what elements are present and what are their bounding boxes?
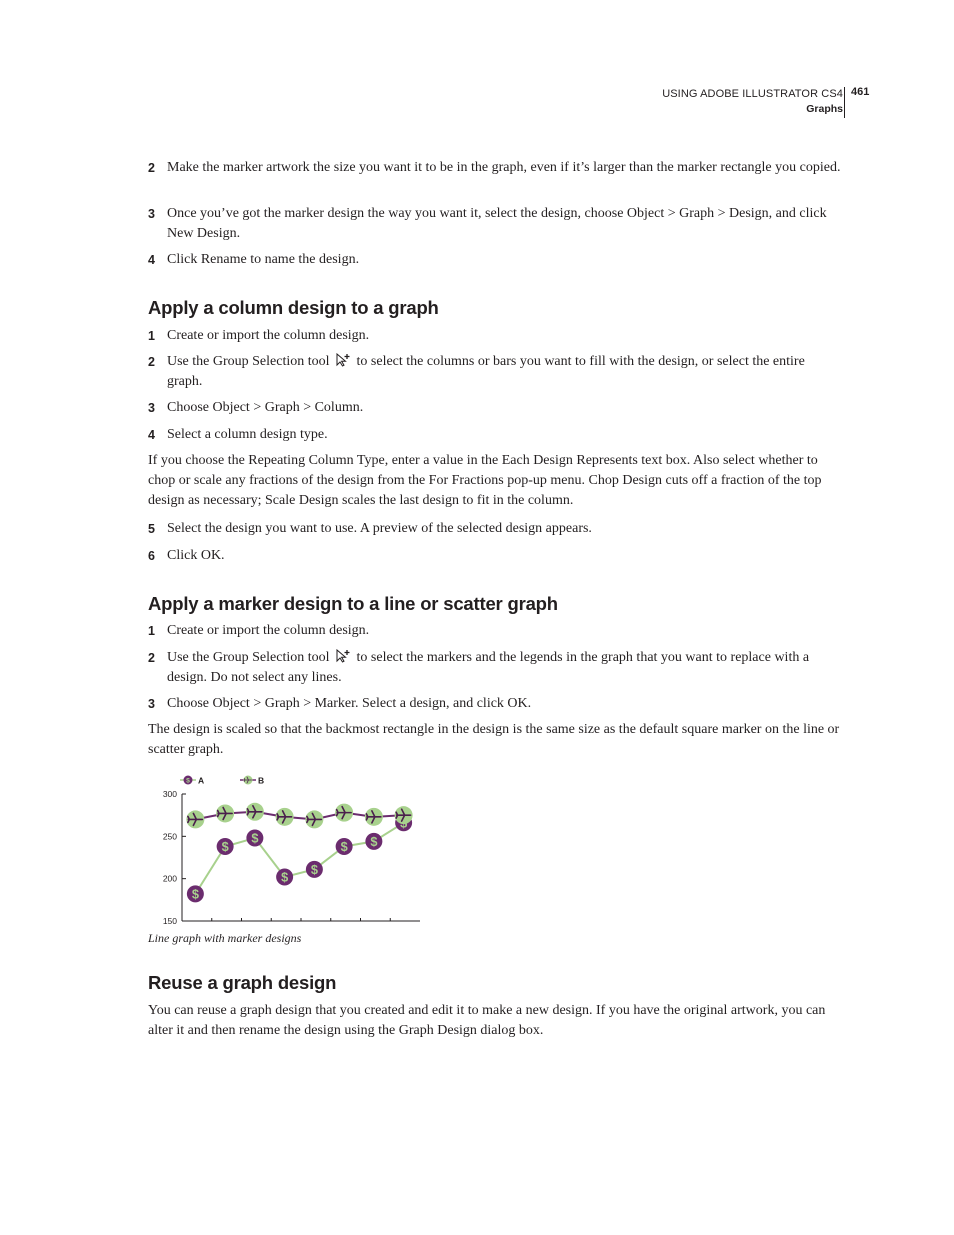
step-number: 5: [148, 522, 155, 536]
step-number: 3: [148, 207, 155, 221]
step-text-before: Use the Group Selection tool: [167, 650, 330, 665]
list-item: [148, 158, 842, 178]
body-paragraph: The design is scaled so that the backmost rectangle in the design is the same size as the default square marker on the line or scatter graph.: [148, 722, 840, 757]
section-heading-marker-design: Apply a marker design to a line or scatter graph: [148, 593, 558, 614]
y-tick-label: 250: [162, 831, 177, 842]
legend-label: A: [198, 775, 205, 786]
header-divider: [844, 87, 845, 118]
list-item: [148, 398, 842, 418]
step-text: [167, 648, 842, 688]
list-item: [148, 204, 842, 244]
step-number: 2: [148, 355, 155, 369]
list-item: [148, 250, 842, 270]
step-number: 1: [148, 329, 155, 343]
dollar-sign: $: [310, 862, 318, 878]
step-text-after: to select the markers and the legends in the graph that you want to replace with a design. Do not select any lines.: [167, 650, 810, 685]
dollar-sign: $: [191, 886, 199, 902]
body-paragraph: You can reuse a graph design that you created and edit it to make a new design. If you have the original artwork, you can alter it and then rename the design using the Graph Design dialog box.: [148, 1003, 826, 1038]
dollar-sign: $: [251, 830, 259, 846]
dollar-sign: $: [370, 834, 378, 850]
y-tick-label: 300: [162, 789, 177, 799]
dollar-sign: $: [221, 839, 229, 855]
step-text: Choose Object > Graph > Marker. Select a design, and click OK.: [167, 696, 532, 711]
step-text: Select the design you want to use. A preview of the selected design appears.: [167, 521, 592, 536]
step-number: 4: [148, 253, 155, 267]
step-text: Select a column design type.: [167, 427, 328, 442]
list-item: [148, 425, 842, 445]
step-text: Click OK.: [167, 548, 225, 563]
book-title: USING ADOBE ILLUSTRATOR CS4: [662, 88, 843, 100]
step-text: Choose Object > Graph > Column.: [167, 400, 364, 415]
line-graph-with-markers: [148, 770, 428, 928]
figure-caption: Line graph with marker designs: [148, 931, 302, 945]
section-heading-column-design: Apply a column design to a graph: [148, 297, 439, 318]
step-text-after: to select the columns or bars you want to fill with the design, or select the entire graph.: [167, 354, 805, 389]
step-number: 4: [148, 428, 155, 442]
step-text: Click Rename to name the design.: [167, 252, 360, 267]
running-header: [662, 86, 843, 116]
step-text-before: Use the Group Selection tool: [167, 354, 330, 369]
step-number: 2: [148, 161, 155, 175]
step-number: 1: [148, 624, 155, 638]
list-item: [148, 546, 842, 566]
step-text: [167, 352, 842, 392]
step-number: 3: [148, 697, 155, 711]
step-text: Create or import the column design.: [167, 623, 370, 638]
dollar-sign: $: [340, 839, 348, 855]
step-text: Create or import the column design.: [167, 328, 370, 343]
list-item: [148, 326, 842, 346]
body-paragraph: If you choose the Repeating Column Type, enter a value in the Each Design Represents text box. Also select whether to chop or scale any fractions of the design from the For Fractions pop-up menu. Chop Design cuts off a fraction of the top design as necessary; Scale Design scales the last design to fit in the column.: [148, 453, 822, 508]
y-tick-label: 150: [162, 916, 177, 926]
step-number: 3: [148, 401, 155, 415]
page-number: 461: [851, 86, 870, 98]
y-tick-label: 200: [162, 873, 177, 884]
group-selection-tool-icon: [335, 353, 351, 367]
step-text: Make the marker artwork the size you want it to be in the graph, even if it’s larger than the marker rectangle you copied.: [167, 160, 841, 175]
list-item: [148, 519, 842, 539]
section-title: Graphs: [806, 103, 843, 115]
step-number: 2: [148, 651, 155, 665]
list-item: [148, 694, 842, 714]
legend-label: B: [258, 775, 265, 786]
list-item: [148, 621, 842, 641]
step-number: 6: [148, 549, 155, 563]
step-text: Once you’ve got the marker design the way you want it, select the design, choose Object > Graph > Design, and click New Design.: [167, 206, 827, 241]
group-selection-tool-icon: [335, 649, 351, 663]
dollar-sign: $: [281, 869, 289, 885]
section-heading-reuse-design: Reuse a graph design: [148, 972, 337, 993]
list-item: [148, 352, 842, 392]
list-item: [148, 648, 842, 688]
dollar-sign: $: [186, 777, 190, 785]
